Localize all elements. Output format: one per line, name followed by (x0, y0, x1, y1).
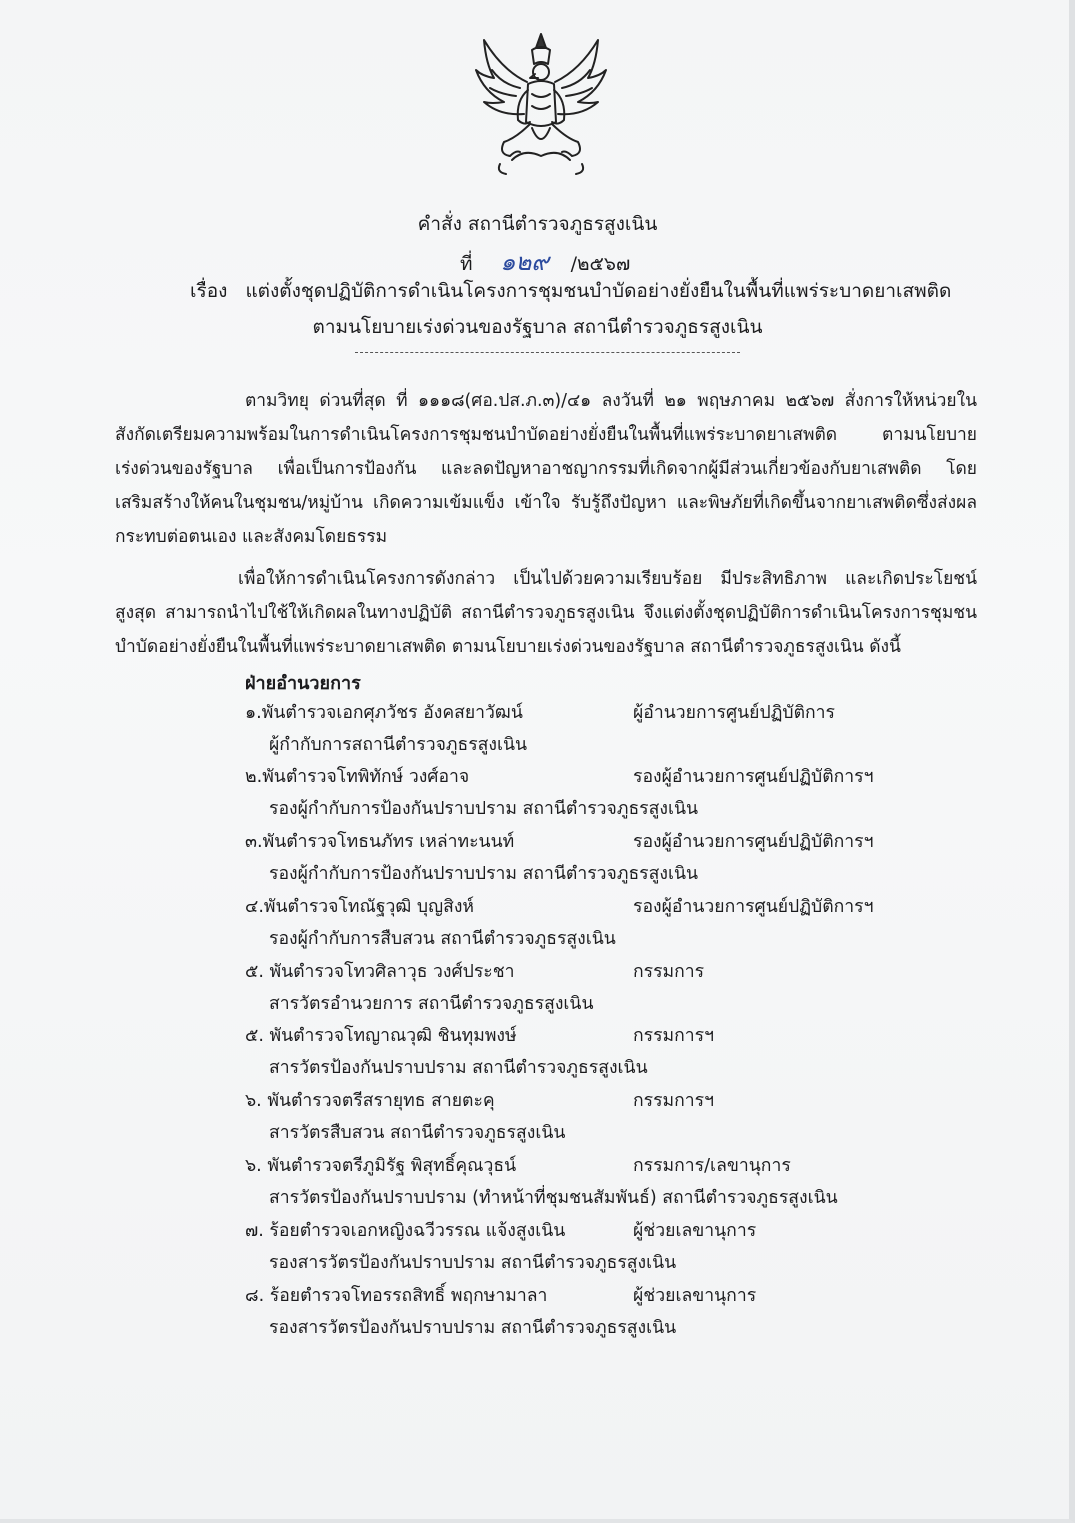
member-name: ๑.พันตำรวจเอกศุภวัชร อังคสยาวัฒน์ (245, 703, 523, 723)
member-role: ผู้ช่วยเลขานุการ (633, 1221, 757, 1241)
member-entry (245, 697, 965, 761)
member-entry (245, 1085, 965, 1149)
subject-text-line2: ตามนโยบายเร่งด่วนของรัฐบาล สถานีตำรวจภูธรสูงเนิน (312, 316, 763, 338)
member-name: ๕. พันตำรวจโทวศิลาวุธ วงศ์ประชา (245, 962, 515, 982)
member-role: รองผู้อำนวยการศูนย์ปฏิบัติการฯ (633, 897, 874, 917)
member-position: รองผู้กำกับการสืบสวน สถานีตำรวจภูธรสูงเนิน (269, 929, 616, 949)
paragraph-line: เร่งด่วนของรัฐบาล เพื่อเป็นการป้องกัน และลดปัญหาอาชญากรรมที่เกิดจากผู้มีส่วนเกี่ยวข้องกับยาเสพติด โดย (115, 459, 977, 479)
member-role: กรรมการ (633, 962, 705, 982)
member-entry (245, 956, 965, 1020)
member-role: รองผู้อำนวยการศูนย์ปฏิบัติการฯ (633, 832, 874, 852)
garuda-emblem-icon (472, 30, 610, 180)
member-entry (245, 826, 965, 890)
member-entry (245, 1280, 965, 1344)
member-name: ๕. พันตำรวจโทญาณวุฒิ ชินทุมพงษ์ (245, 1026, 517, 1046)
order-title: คำสั่ง สถานีตำรวจภูธรสูงเนิน (417, 213, 658, 235)
member-role: รองผู้อำนวยการศูนย์ปฏิบัติการฯ (633, 767, 874, 787)
member-entry (245, 1020, 965, 1084)
member-position: สารวัตรอำนวยการ สถานีตำรวจภูธรสูงเนิน (269, 994, 594, 1014)
member-role: กรรมการฯ (633, 1026, 715, 1046)
paragraph-line: เสริมสร้างให้คนในชุมชน/หมู่บ้าน เกิดความเข้มแข็ง เข้าใจ รับรู้ถึงปัญหา และพิษภัยที่เกิดขึ้นจากยาเสพติดซึ่งส่งผล (115, 493, 977, 513)
paragraph-line: สูงสุด สามารถนำไปใช้ให้เกิดผลในทางปฏิบัติ สถานีตำรวจภูธรสูงเนิน จึงแต่งตั้งชุดปฏิบัติการดำเนินโครงการชุมชน (115, 603, 977, 623)
member-role: ผู้ช่วยเลขานุการ (633, 1286, 757, 1306)
paragraph-line: สังกัดเตรียมความพร้อมในการดำเนินโครงการชุมชนบำบัดอย่างยั่งยืนในพื้นที่แพร่ระบาดยาเสพติด ตามนโยบาย (115, 425, 977, 445)
member-role: ผู้อำนวยการศูนย์ปฏิบัติการ (633, 703, 836, 723)
member-entry (245, 761, 965, 825)
member-position: สารวัตรป้องกันปราบปราม (ทำหน้าที่ชุมชนสัมพันธ์) สถานีตำรวจภูธรสูงเนิน (269, 1188, 838, 1208)
member-entry (245, 891, 965, 955)
paragraph-line: บำบัดอย่างยั่งยืนในพื้นที่แพร่ระบาดยาเสพติด ตามนโยบายเร่งด่วนของรัฐบาล สถานีตำรวจภูธรสูงเนิน ดังนี้ (115, 637, 901, 657)
member-name: ๖. พันตำรวจตรีสรายุทธ สายตะคุ (245, 1091, 495, 1111)
paragraph-purpose (115, 562, 977, 664)
member-position: สารวัตรสืบสวน สถานีตำรวจภูธรสูงเนิน (269, 1123, 566, 1143)
paragraph-line: กระทบต่อตนเอง และสังคมโดยธรรม (115, 527, 388, 547)
section-title: ฝ่ายอำนวยการ (245, 673, 361, 694)
member-position: รองสารวัตรป้องกันปราบปราม สถานีตำรวจภูธรสูงเนิน (269, 1253, 677, 1273)
dashed-divider (355, 352, 740, 353)
member-entry (245, 1215, 965, 1279)
member-position: รองสารวัตรป้องกันปราบปราม สถานีตำรวจภูธรสูงเนิน (269, 1318, 677, 1338)
member-name: ๓.พันตำรวจโทธนภัทร เหล่าทะนนท์ (245, 832, 515, 852)
member-name: ๔.พันตำรวจโทณัฐวุฒิ บุญสิงห์ (245, 897, 475, 917)
member-role: กรรมการ/เลขานุการ (633, 1156, 791, 1176)
subject-label: เรื่อง (190, 280, 228, 302)
order-year: /๒๕๖๗ (570, 253, 631, 275)
paragraph-line: เพื่อให้การดำเนินโครงการดังกล่าว เป็นไปด้วยความเรียบร้อย มีประสิทธิภาพ และเกิดประโยชน์ (238, 569, 977, 589)
subject-text-line1: แต่งตั้งชุดปฏิบัติการดำเนินโครงการชุมชนบำบัดอย่างยั่งยืนในพื้นที่แพร่ระบาดยาเสพติด (245, 280, 952, 302)
member-entry (245, 1150, 965, 1214)
paragraph-line: ตามวิทยุ ด่วนที่สุด ที่ ๑๑๑๘(ศอ.ปส.ภ.๓)/๔๑ ลงวันที่ ๒๑ พฤษภาคม ๒๕๖๗ สั่งการให้หน่วยใน (245, 391, 977, 411)
member-position: รองผู้กำกับการป้องกันปราบปราม สถานีตำรวจภูธรสูงเนิน (269, 864, 699, 884)
member-name: ๒.พันตำรวจโทพิทักษ์ วงศ์อาจ (245, 767, 470, 787)
paragraph-reference (115, 384, 977, 554)
member-name: ๘. ร้อยตำรวจโทอรรถสิทธิ์ พฤกษามาลา (245, 1286, 548, 1306)
member-position: สารวัตรป้องกันปราบปราม สถานีตำรวจภูธรสูงเนิน (269, 1058, 648, 1078)
member-role: กรรมการฯ (633, 1091, 715, 1111)
member-position: ผู้กำกับการสถานีตำรวจภูธรสูงเนิน (269, 735, 528, 755)
member-name: ๗. ร้อยตำรวจเอกหญิงฉวีวรรณ แจ้งสูงเนิน (245, 1221, 566, 1241)
order-number-label: ที่ (460, 253, 473, 275)
handwritten-order-number: ๑๒๙ (500, 248, 549, 276)
member-name: ๖. พันตำรวจตรีภูมิรัฐ พิสุทธิ์คุณวุธน์ (245, 1156, 517, 1176)
member-position: รองผู้กำกับการป้องกันปราบปราม สถานีตำรวจภูธรสูงเนิน (269, 799, 699, 819)
subject-line (190, 276, 951, 306)
